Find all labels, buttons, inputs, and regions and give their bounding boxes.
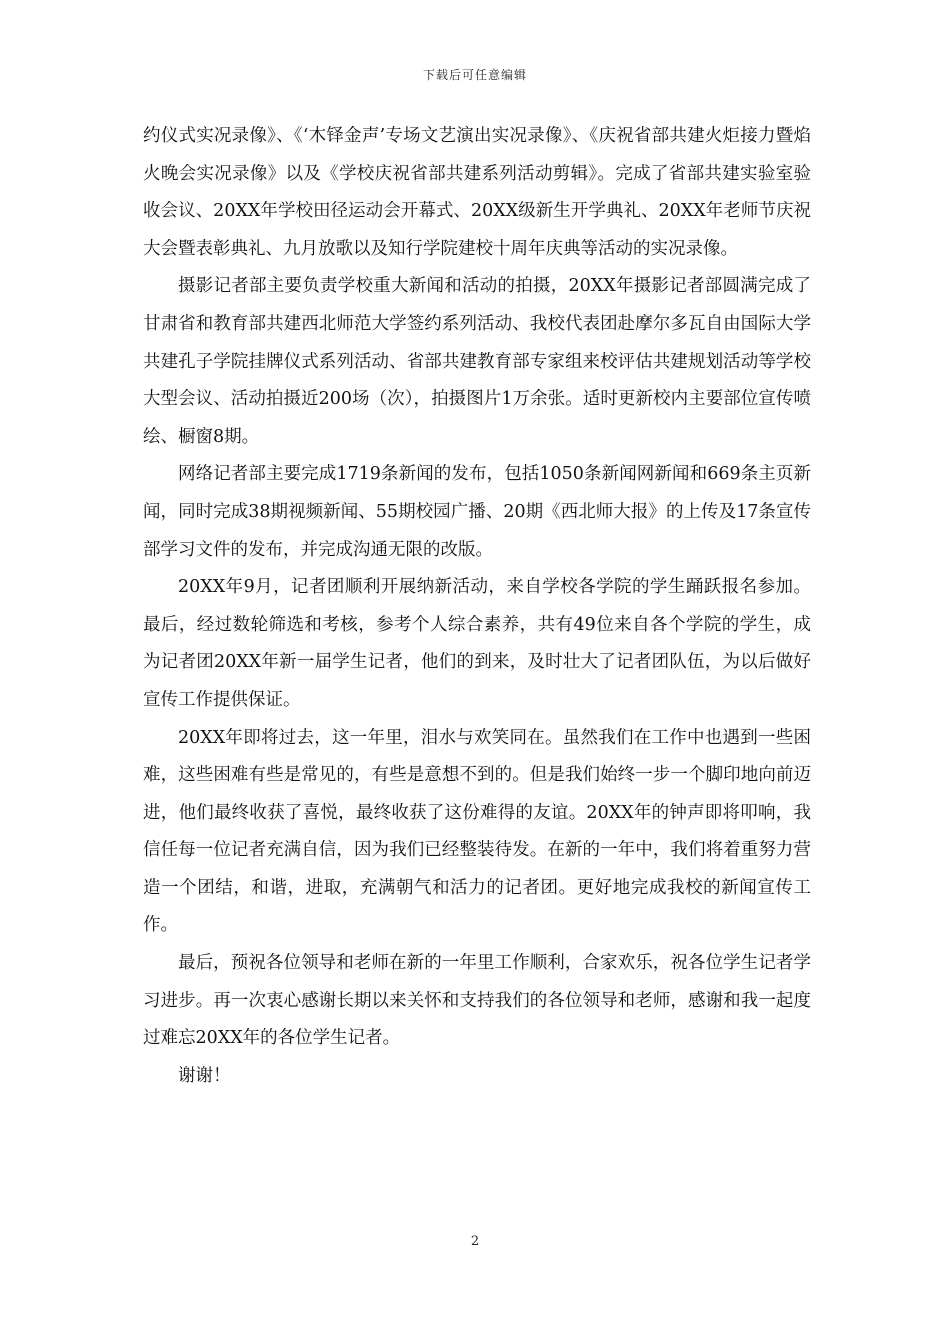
paragraph-thanks: 谢谢！ — [178, 1065, 231, 1086]
page-header: 下载后可任意编辑 — [422, 68, 527, 82]
paragraph-year-review: 20XX年即将过去，这一年里，泪水与欢笑同在。虽然我们在工作中也遇到一些困难，这些困难有些是常见的，有些是意想不到的。但是我们始终一步一个脚印地向前迈进，他们最终收获了喜悦，最终收获了这份难得的友谊。20XX年的钟声即将叩响，我信任每一位记者充满自信，因为我们已经整装待发。在新的一年中，我们将着重努力营造一个团结，和谐，进取，充满朝气和活力的记者团。更好地完成我校的新闻宣传工作。 — [143, 727, 811, 936]
paragraph-continuation: 约仪式实况录像》、《‘木铎金声’专场文艺演出实况录像》、《庆祝省部共建火炬接力暨焰火晚会实况录像》以及《学校庆祝省部共建系列活动剪辑》。完成了省部共建实验室验收会议、20XX年学校田径运动会开幕式、20XX级新生开学典礼、20XX年老师节庆祝大会暨表彰典礼、九月放歌以及知行学院建校十周年庆典等活动的实况录像。 — [143, 126, 811, 259]
page-number: 2 — [470, 1234, 480, 1249]
paragraph-network: 网络记者部主要完成1719条新闻的发布，包括1050条新闻网新闻和669条主页新闻，同时完成38期视频新闻、55期校园广播、20期《西北师大报》的上传及17条宣传部学习文件的发布，并完成沟通无限的改版。 — [143, 464, 811, 560]
document-body — [143, 118, 811, 1095]
paragraph-closing: 最后，预祝各位领导和老师在新的一年里工作顺利，合家欢乐，祝各位学生记者学习进步。再一次衷心感谢长期以来关怀和支持我们的各位领导和老师，感谢和我一起度过难忘20XX年的各位学生记者。 — [143, 953, 811, 1049]
paragraph-photography: 摄影记者部主要负责学校重大新闻和活动的拍摄，20XX年摄影记者部圆满完成了甘肃省和教育部共建西北师范大学签约系列活动、我校代表团赴摩尔多瓦自由国际大学共建孔子学院挂牌仪式系列活动、省部共建教育部专家组来校评估共建规划活动等学校大型会议、活动拍摄近200场（次），拍摄图片1万余张。适时更新校内主要部位宣传喷绘、橱窗8期。 — [143, 276, 811, 447]
paragraph-recruitment: 20XX年9月，记者团顺利开展纳新活动，来自学校各学院的学生踊跃报名参加。最后，经过数轮筛选和考核，参考个人综合素养，共有49位来自各个学院的学生，成为记者团20XX年新一届学生记者，他们的到来，及时壮大了记者团队伍，为以后做好宣传工作提供保证。 — [143, 577, 811, 710]
